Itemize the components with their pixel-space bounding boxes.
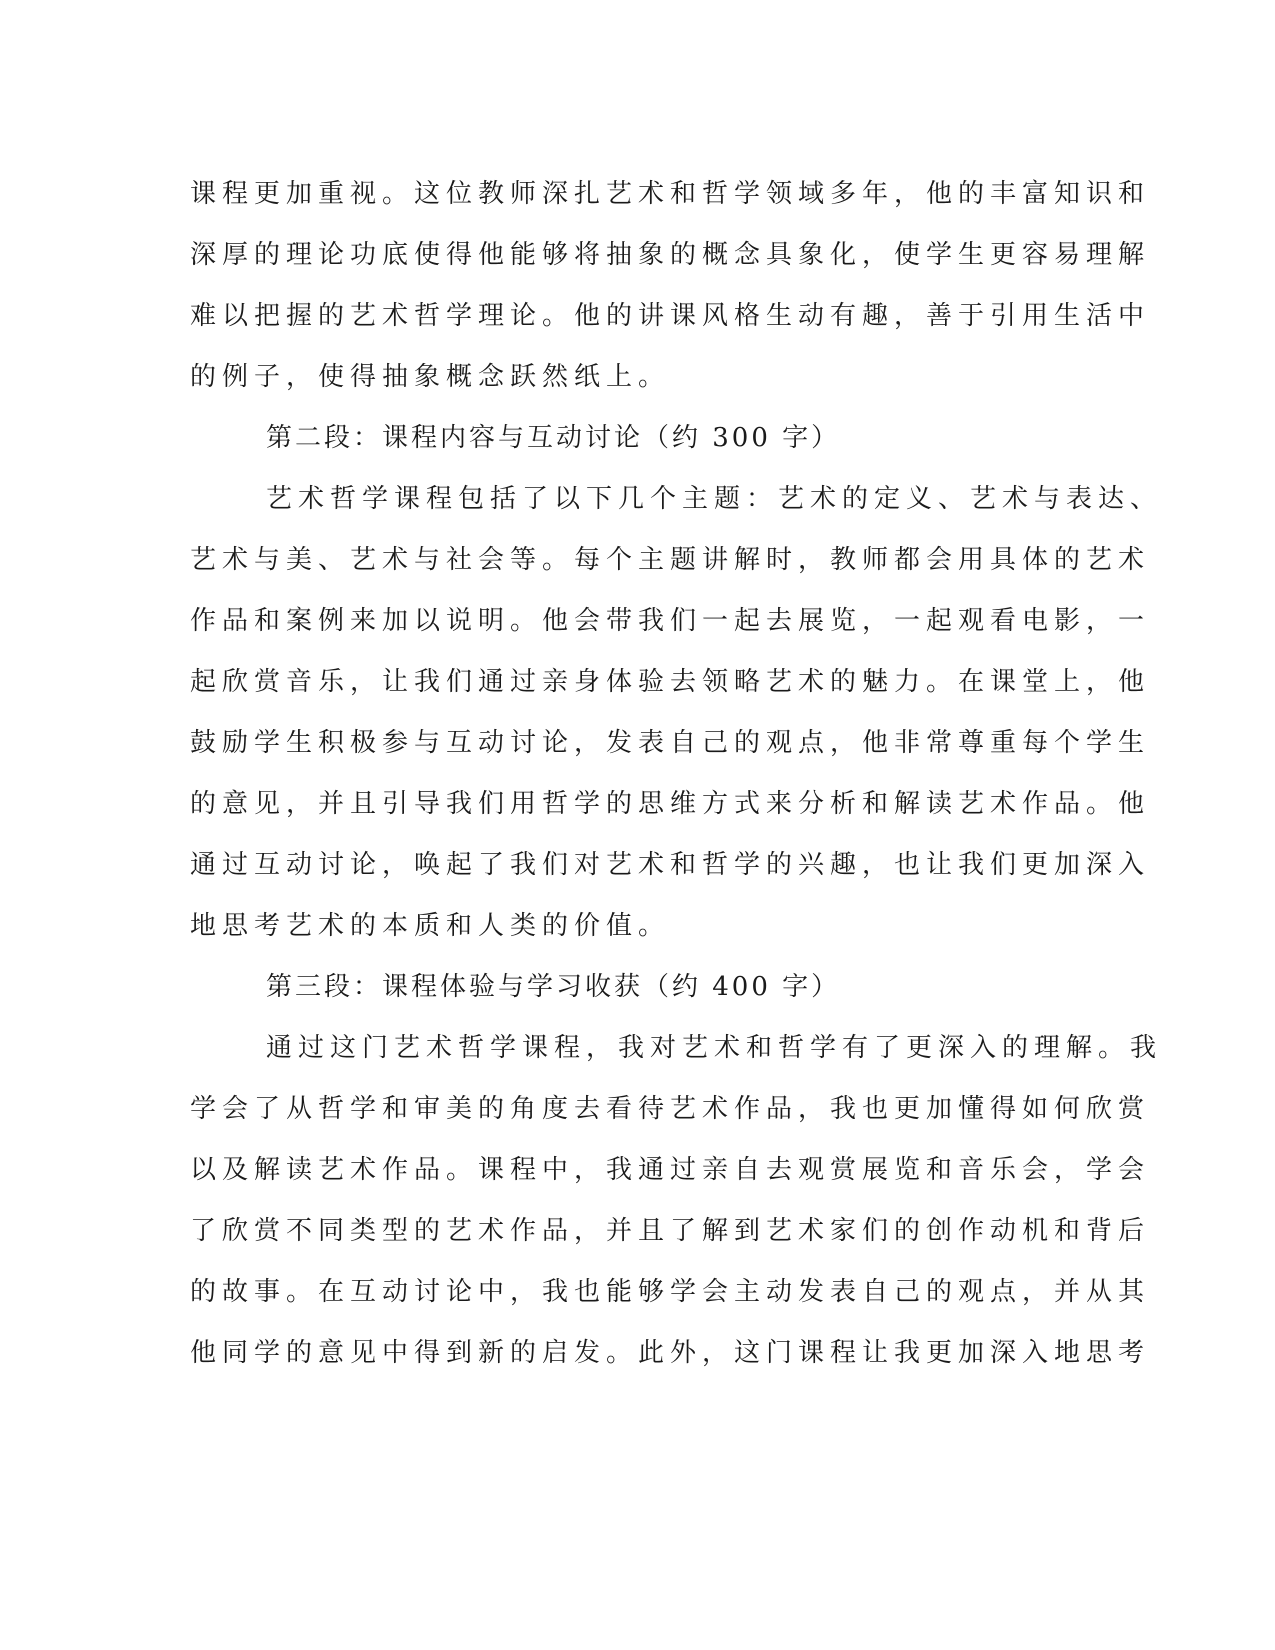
text-line: 以及解读艺术作品。课程中，我通过亲自去观赏展览和音乐会，学会 — [190, 1155, 1151, 1185]
text-line: 通过这门艺术哲学课程，我对艺术和哲学有了更深入的理解。我 — [266, 1033, 1163, 1063]
text-line: 鼓励学生积极参与互动讨论，发表自己的观点，他非常尊重每个学生 — [190, 728, 1151, 758]
paragraph-1 — [190, 164, 1151, 408]
section-heading-3: 第三段：课程体验与学习收获（约 400 字） — [266, 972, 841, 1002]
text-line: 他同学的意见中得到新的启发。此外，这门课程让我更加深入地思考 — [190, 1338, 1151, 1368]
text-line: 的意见，并且引导我们用哲学的思维方式来分析和解读艺术作品。他 — [190, 789, 1151, 819]
text-line: 通过互动讨论，唤起了我们对艺术和哲学的兴趣，也让我们更加深入 — [190, 850, 1151, 880]
text-line: 地思考艺术的本质和人类的价值。 — [190, 911, 671, 941]
text-line: 艺术哲学课程包括了以下几个主题：艺术的定义、艺术与表达、 — [266, 484, 1163, 514]
text-line: 起欣赏音乐，让我们通过亲身体验去领略艺术的魅力。在课堂上，他 — [190, 667, 1151, 697]
text-line: 的故事。在互动讨论中，我也能够学会主动发表自己的观点，并从其 — [190, 1277, 1151, 1307]
text-line: 深厚的理论功底使得他能够将抽象的概念具象化，使学生更容易理解 — [190, 240, 1151, 270]
text-line: 难以把握的艺术哲学理论。他的讲课风格生动有趣，善于引用生活中 — [190, 301, 1151, 331]
paragraph-3 — [190, 1018, 1163, 1384]
text-line: 学会了从哲学和审美的角度去看待艺术作品，我也更加懂得如何欣赏 — [190, 1094, 1151, 1124]
text-line: 了欣赏不同类型的艺术作品，并且了解到艺术家们的创作动机和背后 — [190, 1216, 1151, 1246]
text-line: 艺术与美、艺术与社会等。每个主题讲解时，教师都会用具体的艺术 — [190, 545, 1151, 575]
text-line: 课程更加重视。这位教师深扎艺术和哲学领域多年，他的丰富知识和 — [190, 179, 1151, 209]
paragraph-2 — [190, 469, 1163, 957]
text-line: 作品和案例来加以说明。他会带我们一起去展览，一起观看电影，一 — [190, 606, 1151, 636]
text-line: 的例子，使得抽象概念跃然纸上。 — [190, 362, 671, 392]
document-body — [190, 164, 1163, 1384]
section-heading-2: 第二段：课程内容与互动讨论（约 300 字） — [266, 423, 841, 453]
